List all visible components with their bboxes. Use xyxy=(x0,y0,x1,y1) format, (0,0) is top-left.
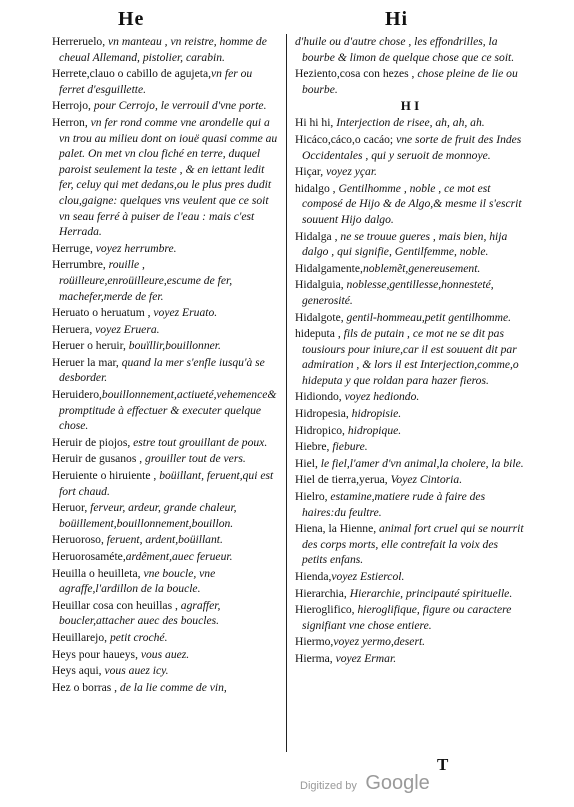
dictionary-entry xyxy=(52,34,278,65)
column-divider xyxy=(286,34,287,752)
entry-headword: Heuillar cosa con heuillas , xyxy=(52,598,178,612)
dictionary-entry xyxy=(52,532,278,548)
entry-headword: hideputa , xyxy=(295,327,341,341)
dictionary-entry xyxy=(295,34,525,65)
right-column xyxy=(295,34,525,668)
entry-headword: Herron, xyxy=(52,115,88,129)
entry-headword: Heys aqui, xyxy=(52,664,102,678)
dictionary-entry xyxy=(295,521,525,568)
entry-definition: hidropisie. xyxy=(348,407,402,421)
dictionary-entry xyxy=(52,630,278,646)
entry-definition: de la lie comme de vin, xyxy=(117,680,227,694)
dictionary-entry xyxy=(52,98,278,114)
entry-headword: Hidiondo, xyxy=(295,390,342,404)
entry-definition: d'huile ou d'autre chose , les effondrilles, la bourbe & limon de quelque chose que ce soit. xyxy=(295,35,515,64)
entry-definition: bouïllir,bouillonner. xyxy=(125,339,221,353)
entry-headword: Heruor, xyxy=(52,501,88,515)
dictionary-entry xyxy=(295,277,525,308)
entry-headword: Hez o borras , xyxy=(52,680,118,694)
entry-definition: fils de putain , ce mot ne se dit pas tousiours pour iniure,car il est souuent dit par admiration , & lors il est Interjection,comme,o hideputa y que roldan para hazer fieros. xyxy=(302,327,519,387)
google-logo-text: Google xyxy=(365,772,430,794)
dictionary-entry xyxy=(295,115,525,131)
entry-headword: Heruir de gusanos , xyxy=(52,452,143,466)
entry-definition: vn manteau , vn reistre, homme de cheual Allemand, pistolier, carabin. xyxy=(59,35,267,64)
entry-headword: Hielro, xyxy=(295,490,328,504)
dictionary-entry xyxy=(295,489,525,520)
dictionary-entry xyxy=(52,338,278,354)
entry-headword: Hiel, xyxy=(295,456,318,470)
dictionary-entry xyxy=(295,569,525,585)
entry-headword: Heruera, xyxy=(52,322,93,336)
entry-headword: Hi hi hi, xyxy=(295,116,334,130)
entry-headword: Hidalga , xyxy=(295,229,338,243)
digitized-by-label: Digitized by xyxy=(300,780,357,792)
dictionary-entry xyxy=(295,66,525,97)
dictionary-entry xyxy=(295,423,525,439)
entry-definition: vn fer rond comme vne arondelle qui a vn trou au milieu dont on iouë quasi comme au palet. On met vn clou fiché en terre, duquel paroist seulement la teste , & en iettant ledit fer, celuy qui met dedans,ou le plus pres dudit clou,gaigne: quelques vns veulent que ce soit vn seau ferré à puiser de l'eau : mais c'est Herrada. xyxy=(59,115,278,239)
dictionary-entry xyxy=(52,647,278,663)
entry-definition: vous auez icy. xyxy=(101,664,169,678)
dictionary-entry xyxy=(52,468,278,499)
entry-headword: Hierarchia, xyxy=(295,586,347,600)
entry-definition: hieroglifique, figure ou caractere signifiant vne chose entiere. xyxy=(302,603,512,632)
entry-definition: voyez Eruato. xyxy=(150,306,218,320)
dictionary-entry xyxy=(295,439,525,455)
entry-headword: Hidropesia, xyxy=(295,407,349,421)
entry-headword: Heruato o heruatum , xyxy=(52,306,151,320)
dictionary-entry xyxy=(52,241,278,257)
dictionary-entry xyxy=(52,566,278,597)
dictionary-entry xyxy=(52,598,278,629)
entry-definition: chose pleine de lie ou bourbe. xyxy=(302,67,518,96)
entry-definition: grouiller tout de vers. xyxy=(142,452,246,466)
dictionary-entry xyxy=(295,164,525,180)
entry-headword: Hiena, la Hienne, xyxy=(295,522,377,536)
entry-definition: vous auez. xyxy=(137,647,190,661)
entry-definition: voyez Eruera. xyxy=(92,322,160,336)
entry-headword: Heuilla o heuilleta, xyxy=(52,566,141,580)
dictionary-entry xyxy=(295,651,525,667)
entry-definition: vn fer ou ferret d'esguillette. xyxy=(59,67,253,96)
dictionary-entry xyxy=(295,634,525,650)
entry-headword: Hidalguia, xyxy=(295,278,344,292)
entry-headword: Hidalgote, xyxy=(295,310,344,324)
dictionary-entry xyxy=(295,326,525,388)
entry-definition: feruent, ardent,boüillant. xyxy=(103,533,223,547)
dictionary-entry xyxy=(295,132,525,163)
dictionary-entry xyxy=(52,451,278,467)
digitized-footer xyxy=(300,772,430,795)
dictionary-entry xyxy=(52,322,278,338)
entry-definition: noblesse,gentillesse,honnesteté, generosité. xyxy=(302,278,494,307)
entry-definition: voyez yçar. xyxy=(323,165,377,179)
entry-definition: agraffer, boucler,attacher auec des boucles. xyxy=(59,598,221,628)
dictionary-entry xyxy=(52,387,278,434)
entry-headword: Heruir de piojos, xyxy=(52,435,131,449)
entry-headword: Hienda, xyxy=(295,570,332,583)
dictionary-entry xyxy=(52,305,278,321)
entry-definition: vne sorte de fruit des Indes Occidentales , qui y seruoit de monnoye. xyxy=(302,132,522,162)
entry-definition: vne boucle, vne agraffe,l'ardillon de la boucle. xyxy=(59,566,216,596)
entry-headword: Heruidero, xyxy=(52,388,102,402)
dictionary-entry xyxy=(295,389,525,405)
dictionary-entry xyxy=(52,680,278,696)
entry-definition: Hierarchie, principauté spirituelle. xyxy=(346,586,513,600)
entry-headword: Heruer la mar, xyxy=(52,355,119,369)
dictionary-entry xyxy=(295,261,525,277)
entry-definition: Gentilhomme , noble , ce mot est composé de Hijo & de Algo,& mesme il s'escrit souuent Hijo dalgo. xyxy=(302,181,522,226)
left-column xyxy=(52,34,278,696)
dictionary-entry xyxy=(52,66,278,97)
entry-headword: Heruiente o hiruiente , xyxy=(52,469,157,483)
entry-headword: Herrojo, xyxy=(52,99,91,113)
entry-definition: rouille , roüilleure,enroüilleure,escume de fer, machefer,merde de fer. xyxy=(59,258,233,303)
entry-definition: animal fort cruel qui se nourrit des corps morts, elle contrefait la voix des petits enfans. xyxy=(302,522,524,567)
entry-definition: voyez hediondo. xyxy=(341,390,420,404)
entry-definition: estamine,matiere rude à faire des haires:du feultre. xyxy=(302,490,486,519)
entry-headword: Heuillarejo, xyxy=(52,630,108,644)
entry-headword: Heruoroso, xyxy=(52,533,104,547)
entry-definition: petit croché. xyxy=(107,630,168,644)
entry-definition: pour Cerrojo, le verrouil d'vne porte. xyxy=(90,99,267,113)
dictionary-entry xyxy=(295,406,525,422)
entry-definition: Interjection de risee, ah, ah, ah. xyxy=(333,116,485,130)
entry-definition: voyez herrumbre. xyxy=(92,241,177,255)
entry-definition: voyez Ermar. xyxy=(332,651,397,665)
dictionary-entry xyxy=(295,456,525,472)
entry-definition: le fiel,l'amer d'vn animal,la cholere, la bile. xyxy=(317,456,524,470)
dictionary-entry xyxy=(295,602,525,633)
entry-headword: Hiçar, xyxy=(295,165,324,179)
entry-definition: voyez Estiercol. xyxy=(331,570,405,583)
dictionary-entry xyxy=(52,549,278,565)
entry-definition: quand la mer s'enfle iusqu'à se desborder. xyxy=(59,355,265,385)
entry-definition: bouillonnement,actiueté,vehemence& promptitude à effectuer & executer quelque chose. xyxy=(59,388,277,433)
dictionary-entry xyxy=(52,115,278,240)
entry-headword: Hidalgamente, xyxy=(295,261,363,275)
entry-definition: gentil-hommeau,petit gentilhomme. xyxy=(343,310,512,324)
signature-mark: T xyxy=(437,755,449,774)
entry-definition: hidropique. xyxy=(344,423,402,437)
entry-headword: hidalgo , xyxy=(295,181,336,195)
entry-headword: Hidropico, xyxy=(295,423,345,437)
dictionary-entry xyxy=(52,663,278,679)
entry-definition: boüillant, feruent,qui est fort chaud. xyxy=(59,469,274,498)
dictionary-entry xyxy=(295,586,525,602)
entry-definition: ne se trouue gueres , mais bien, hija dalgo , qui signifie, Gentilfemme, noble. xyxy=(302,229,508,259)
entry-definition: fiebure. xyxy=(329,440,368,454)
section-heading: H I xyxy=(400,98,420,114)
entry-definition: Voyez Cintoria. xyxy=(387,473,463,487)
entry-headword: Herrumbre, xyxy=(52,258,106,272)
entry-definition: ardêment,auec ferueur. xyxy=(125,550,233,563)
dictionary-entry xyxy=(295,229,525,260)
entry-headword: Herrete,clauo o cabillo de agujeta, xyxy=(52,67,212,81)
entry-headword: Hierma, xyxy=(295,651,333,665)
running-header-left: He xyxy=(118,8,145,30)
dictionary-entry xyxy=(52,500,278,531)
entry-definition: noblemẽt,genereusement. xyxy=(362,261,481,275)
entry-headword: Heys pour haueys, xyxy=(52,647,138,661)
dictionary-entry xyxy=(295,310,525,326)
entry-headword: Heruorosaméte, xyxy=(52,550,126,563)
dictionary-entry xyxy=(52,355,278,386)
entry-definition: voyez yermo,desert. xyxy=(333,635,426,649)
entry-definition: estre tout grouillant de poux. xyxy=(130,435,268,449)
entry-headword: Herruge, xyxy=(52,241,93,255)
entry-headword: Herreruelo, xyxy=(52,35,106,48)
entry-headword: Heziento,cosa con hezes , xyxy=(295,67,415,81)
dictionary-entry xyxy=(295,472,525,488)
running-header-right: Hi xyxy=(385,8,409,30)
entry-headword: Hiel de tierra,yerua, xyxy=(295,473,388,487)
entry-headword: Hieroglifico, xyxy=(295,603,355,617)
entry-headword: Hiermo, xyxy=(295,635,334,649)
entry-headword: Hicáco,cáco,o cacáo; xyxy=(295,132,394,146)
dictionary-entry xyxy=(52,435,278,451)
entry-headword: Hiebre, xyxy=(295,440,330,454)
dictionary-entry xyxy=(295,181,525,228)
dictionary-entry xyxy=(52,257,278,304)
entry-definition: ferveur, ardeur, grande chaleur, boüillement,bouillonnement,bouillon. xyxy=(59,501,237,530)
entry-headword: Heruer o heruir, xyxy=(52,339,126,353)
